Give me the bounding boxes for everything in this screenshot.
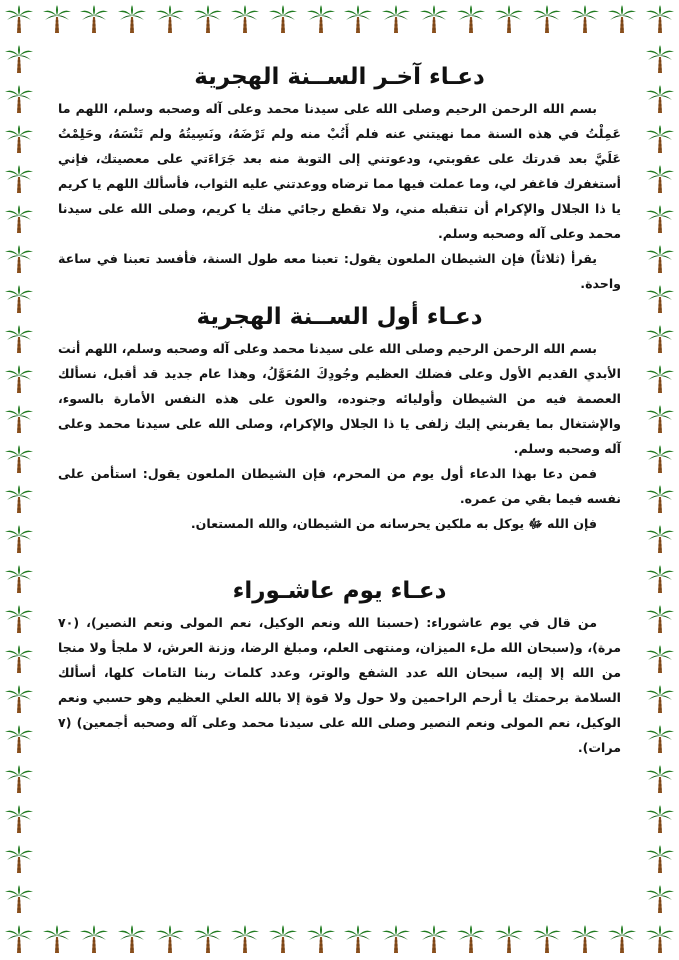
palm-tree-icon <box>607 4 637 34</box>
palm-tree-icon <box>4 4 34 34</box>
palm-tree-icon <box>381 4 411 34</box>
palm-tree-icon <box>532 4 562 34</box>
palm-tree-icon <box>4 484 34 514</box>
palm-tree-icon <box>645 444 675 474</box>
palm-tree-icon <box>645 404 675 434</box>
palm-tree-icon <box>230 4 260 34</box>
section-end-of-year <box>58 62 621 296</box>
palm-tree-icon <box>645 564 675 594</box>
palm-tree-icon <box>645 204 675 234</box>
note-text-start-of-year: فمن دعا بهذا الدعاء أول يوم من المحرم، فإن الشيطان الملعون يقول: استأمن على نفسه فيما بقي من عمره. <box>58 466 621 506</box>
palm-tree-icon <box>4 84 34 114</box>
palm-tree-icon <box>4 564 34 594</box>
palm-tree-icon <box>645 884 675 914</box>
palm-tree-icon <box>4 724 34 754</box>
palm-tree-icon <box>645 724 675 754</box>
palm-tree-icon <box>494 4 524 34</box>
palm-tree-icon <box>4 804 34 834</box>
palm-tree-icon <box>4 284 34 314</box>
palm-tree-icon <box>4 684 34 714</box>
palm-tree-icon <box>607 924 637 954</box>
prayer-text-end-of-year: بسم الله الرحمن الرحيم وصلى الله على سيدنا محمد وعلى آله وصحبه وسلم، اللهم ما عَمِلْتُ في هذه السنة مما نهيتني عنه فلم أَتُبْ منه ولم تَرْضَهُ، ونَسِيتُهُ ولم تَنْسَهُ، وحَلِمْتُ عَلَيَّ بعد قدرتك على عقوبتي، ودعوتني إلى التوبة منه بعد جَرَاءَتي على معصيتك، فإني أستغفرك فاغفر لي، وما عملت فيها مما ترضاه ووعدتني عليه الثواب، فأسألك اللهم يا كريم يا ذا الجلال والإكرام أن تتقبله مني، ولا تقطع رجائي منك يا كريم، وصلى الله على سيدنا محمد وعلى آله وصحبه وسلم. <box>58 101 621 241</box>
palm-tree-icon <box>4 524 34 554</box>
palm-tree-icon <box>193 924 223 954</box>
palm-tree-icon <box>645 804 675 834</box>
palm-tree-icon <box>117 924 147 954</box>
palm-tree-icon <box>4 164 34 194</box>
section-title-end-of-year: دعـاء آخـر الســنة الهجرية <box>194 64 485 90</box>
palm-tree-icon <box>4 764 34 794</box>
palm-tree-icon <box>645 84 675 114</box>
palm-tree-icon <box>645 364 675 394</box>
palm-tree-icon <box>645 284 675 314</box>
palm-tree-icon <box>4 444 34 474</box>
palm-tree-icon <box>4 364 34 394</box>
palm-tree-icon <box>532 924 562 954</box>
palm-tree-icon <box>645 764 675 794</box>
palm-tree-icon <box>645 604 675 634</box>
palm-tree-icon <box>4 604 34 634</box>
palm-tree-icon <box>117 4 147 34</box>
palm-tree-icon <box>79 4 109 34</box>
palm-tree-icon <box>645 844 675 874</box>
section-ashura <box>58 576 621 760</box>
palm-tree-icon <box>419 924 449 954</box>
palm-tree-icon <box>4 324 34 354</box>
palm-tree-icon <box>343 924 373 954</box>
palm-tree-icon <box>570 924 600 954</box>
palm-tree-icon <box>381 924 411 954</box>
palm-tree-icon <box>306 4 336 34</box>
document-body <box>58 62 621 760</box>
palm-tree-icon <box>645 924 675 954</box>
palm-tree-icon <box>645 164 675 194</box>
palm-tree-icon <box>343 4 373 34</box>
palm-tree-icon <box>268 924 298 954</box>
palm-tree-icon <box>645 324 675 354</box>
palm-tree-icon <box>494 924 524 954</box>
palm-tree-icon <box>4 404 34 434</box>
palm-tree-icon <box>645 44 675 74</box>
palm-tree-icon <box>645 484 675 514</box>
prayer-text-start-of-year: بسم الله الرحمن الرحيم وصلى الله على سيدنا محمد وعلى آله وصحبه وسلم، اللهم أنت الأبدي القديم الأول وعلى فضلك العظيم وجُودِكَ المُعَوَّلُ، وهذا عام جديد قد أقبل، نسألك العصمة فيه من الشيطان وأوليائه وجنوده، والعون على هذه النفس الأمارة بالسوء، والإشتغال بما يقربني إليك زلفى يا ذا الجلال والإكرام، وصلى الله على سيدنا محمد وعلى آله وصحبه وسلم. <box>58 341 621 456</box>
palm-tree-icon <box>4 844 34 874</box>
palm-tree-icon <box>645 644 675 674</box>
palm-tree-icon <box>42 4 72 34</box>
palm-tree-icon <box>306 924 336 954</box>
section-title-ashura: دعـاء يوم عاشـوراء <box>232 578 447 604</box>
palm-tree-icon <box>268 4 298 34</box>
palm-tree-icon <box>4 884 34 914</box>
palm-tree-icon <box>456 924 486 954</box>
palm-tree-icon <box>456 4 486 34</box>
palm-tree-icon <box>155 924 185 954</box>
palm-tree-icon <box>42 924 72 954</box>
palm-tree-icon <box>193 4 223 34</box>
palm-tree-icon <box>4 124 34 154</box>
palm-tree-icon <box>4 644 34 674</box>
palm-tree-icon <box>4 924 34 954</box>
palm-tree-icon <box>419 4 449 34</box>
prayer-text-ashura: من قال في يوم عاشوراء: (حسبنا الله ونعم الوكيل، نعم المولى ونعم النصير)، (٧٠ مرة)، و(سبحان الله ملء الميزان، ومنتهى العلم، ومبلغ الرضا، وزنة العرش، لا ملجأ ولا منجا من الله إلا إليه، سبحان الله عدد الشفع والوتر، وعدد كلمات ربنا التامات كلها، أسألك السلامة برحمتك يا أرحم الراحمين ولا حول ولا قوة إلا بالله العلي العظيم وهو حسبي ونعم الوكيل، نعم المولى ونعم النصير وصلى الله على سيدنا محمد وعلى آله وصحبه أجمعين) (٧ مرات). <box>58 615 621 755</box>
section-start-of-year <box>58 302 621 536</box>
palm-tree-icon <box>645 524 675 554</box>
note-text-start-of-year-2: فإن الله ﷻ يوكل به ملكين يحرسانه من الشيطان، والله المستعان. <box>190 516 597 531</box>
palm-tree-icon <box>645 124 675 154</box>
palm-tree-icon <box>570 4 600 34</box>
note-text-end-of-year: يقرأ (ثلاثاً) فإن الشيطان الملعون يقول: تعبنا معه طول السنة، فأفسد تعبنا في ساعة واحدة. <box>58 251 621 291</box>
palm-tree-icon <box>645 244 675 274</box>
palm-tree-icon <box>4 44 34 74</box>
palm-tree-icon <box>79 924 109 954</box>
palm-tree-icon <box>645 684 675 714</box>
palm-tree-icon <box>230 924 260 954</box>
section-title-start-of-year: دعـاء أول الســنة الهجرية <box>196 304 483 330</box>
palm-tree-icon <box>4 244 34 274</box>
palm-tree-icon <box>4 204 34 234</box>
palm-tree-icon <box>155 4 185 34</box>
palm-tree-icon <box>645 4 675 34</box>
